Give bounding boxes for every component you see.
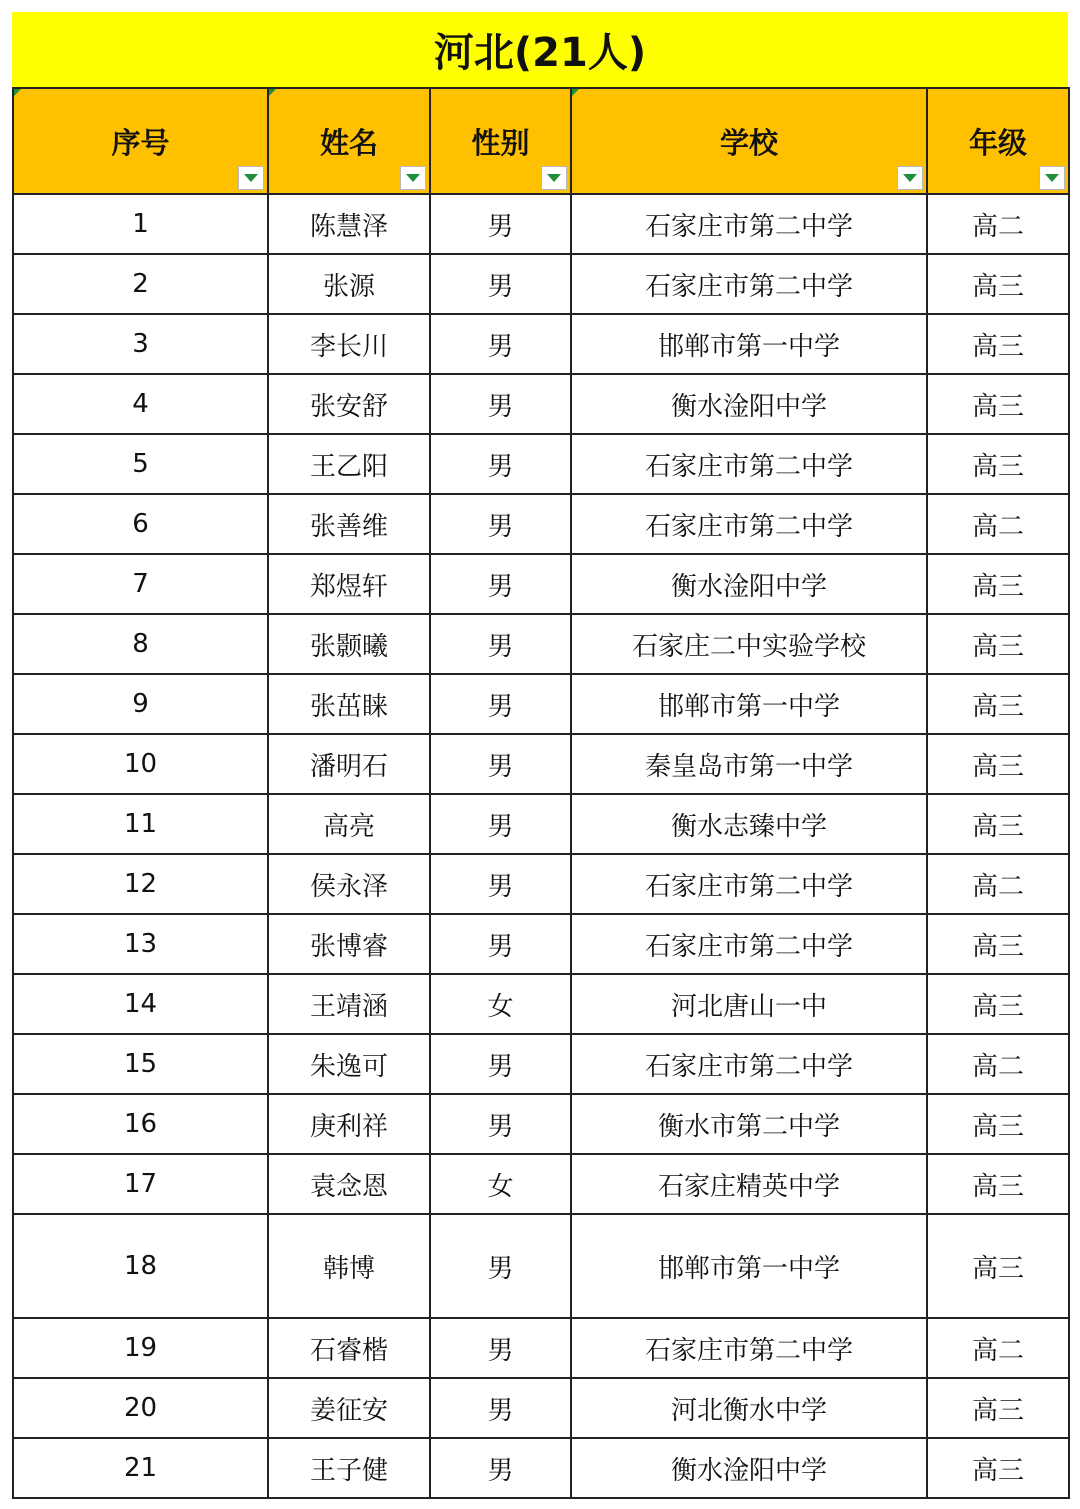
cell-gender[interactable]: 男 xyxy=(430,254,571,314)
cell-index[interactable]: 20 xyxy=(13,1378,268,1438)
cell-school[interactable]: 石家庄市第二中学 xyxy=(571,494,927,554)
cell-gender[interactable]: 男 xyxy=(430,434,571,494)
table-row xyxy=(13,1214,1069,1318)
cell-grade[interactable]: 高三 xyxy=(927,254,1069,314)
table-row xyxy=(13,434,1069,494)
cell-name[interactable]: 郑煜轩 xyxy=(268,554,430,614)
cell-gender[interactable]: 男 xyxy=(430,1318,571,1378)
cell-school[interactable]: 石家庄市第二中学 xyxy=(571,914,927,974)
cell-gender[interactable]: 男 xyxy=(430,614,571,674)
header-label: 序号 xyxy=(111,125,170,160)
cell-grade[interactable]: 高三 xyxy=(927,434,1069,494)
cell-gender[interactable]: 男 xyxy=(430,374,571,434)
table-row xyxy=(13,614,1069,674)
cell-name[interactable]: 李长川 xyxy=(268,314,430,374)
cell-grade[interactable]: 高二 xyxy=(927,1318,1069,1378)
cell-index[interactable]: 8 xyxy=(13,614,268,674)
cell-gender[interactable]: 男 xyxy=(430,194,571,254)
cell-school[interactable]: 衡水淦阳中学 xyxy=(571,1438,927,1498)
table-row xyxy=(13,374,1069,434)
cell-index[interactable]: 16 xyxy=(13,1094,268,1154)
cell-gender[interactable]: 男 xyxy=(430,734,571,794)
table-row xyxy=(13,974,1069,1034)
cell-marker-icon xyxy=(14,89,21,96)
cell-name[interactable]: 潘明石 xyxy=(268,734,430,794)
table-row xyxy=(13,674,1069,734)
cell-gender[interactable]: 男 xyxy=(430,314,571,374)
cell-index[interactable]: 17 xyxy=(13,1154,268,1214)
table-row xyxy=(13,314,1069,374)
table-row xyxy=(13,1034,1069,1094)
cell-index[interactable]: 4 xyxy=(13,374,268,434)
cell-school[interactable]: 衡水淦阳中学 xyxy=(571,554,927,614)
table-row xyxy=(13,1438,1069,1498)
cell-gender[interactable]: 男 xyxy=(430,1378,571,1438)
table-row xyxy=(13,494,1069,554)
cell-gender[interactable]: 男 xyxy=(430,1034,571,1094)
cell-school[interactable]: 邯郸市第一中学 xyxy=(571,314,927,374)
cell-index[interactable]: 9 xyxy=(13,674,268,734)
cell-school[interactable]: 河北衡水中学 xyxy=(571,1378,927,1438)
cell-name[interactable]: 王靖涵 xyxy=(268,974,430,1034)
cell-name[interactable]: 张善维 xyxy=(268,494,430,554)
cell-name[interactable]: 陈慧泽 xyxy=(268,194,430,254)
cell-grade[interactable]: 高二 xyxy=(927,494,1069,554)
table-row xyxy=(13,194,1069,254)
table-row xyxy=(13,854,1069,914)
cell-name[interactable]: 姜征安 xyxy=(268,1378,430,1438)
header-label: 年级 xyxy=(968,125,1027,160)
filter-dropdown-icon[interactable] xyxy=(400,166,426,190)
header-grade xyxy=(927,88,1069,194)
cell-school[interactable]: 衡水市第二中学 xyxy=(571,1094,927,1154)
header-index xyxy=(13,88,268,194)
cell-name[interactable]: 张博睿 xyxy=(268,914,430,974)
cell-index[interactable]: 15 xyxy=(13,1034,268,1094)
cell-index[interactable]: 19 xyxy=(13,1318,268,1378)
cell-name[interactable]: 高亮 xyxy=(268,794,430,854)
cell-index[interactable]: 18 xyxy=(13,1214,268,1318)
cell-school[interactable]: 石家庄市第二中学 xyxy=(571,434,927,494)
header-label: 学校 xyxy=(719,125,778,160)
cell-gender[interactable]: 女 xyxy=(430,974,571,1034)
cell-index[interactable]: 10 xyxy=(13,734,268,794)
cell-school[interactable]: 石家庄市第二中学 xyxy=(571,1318,927,1378)
cell-name[interactable]: 袁念恩 xyxy=(268,1154,430,1214)
table-row xyxy=(13,1318,1069,1378)
spreadsheet xyxy=(12,12,1068,1499)
cell-gender[interactable]: 男 xyxy=(430,494,571,554)
table-row xyxy=(13,734,1069,794)
cell-index[interactable]: 1 xyxy=(13,194,268,254)
cell-name[interactable]: 张茁睐 xyxy=(268,674,430,734)
cell-grade[interactable]: 高三 xyxy=(927,314,1069,374)
cell-gender[interactable]: 女 xyxy=(430,1154,571,1214)
table-row xyxy=(13,1378,1069,1438)
filter-dropdown-icon[interactable] xyxy=(238,166,264,190)
cell-index[interactable]: 14 xyxy=(13,974,268,1034)
cell-grade[interactable]: 高三 xyxy=(927,1438,1069,1498)
cell-name[interactable]: 张颢曦 xyxy=(268,614,430,674)
table-row xyxy=(13,1154,1069,1214)
cell-grade[interactable]: 高三 xyxy=(927,1094,1069,1154)
cell-name[interactable]: 王乙阳 xyxy=(268,434,430,494)
header-name xyxy=(268,88,430,194)
roster-table xyxy=(12,87,1070,1499)
cell-index[interactable]: 7 xyxy=(13,554,268,614)
cell-name[interactable]: 韩博 xyxy=(268,1214,430,1318)
cell-name[interactable]: 侯永泽 xyxy=(268,854,430,914)
cell-grade[interactable]: 高三 xyxy=(927,1214,1069,1318)
header-row xyxy=(13,88,1069,194)
cell-name[interactable]: 张源 xyxy=(268,254,430,314)
cell-gender[interactable]: 男 xyxy=(430,794,571,854)
cell-school[interactable]: 石家庄精英中学 xyxy=(571,1154,927,1214)
sheet-title: 河北(21人) xyxy=(12,12,1068,87)
header-school xyxy=(571,88,927,194)
cell-grade[interactable]: 高三 xyxy=(927,1154,1069,1214)
cell-grade[interactable]: 高二 xyxy=(927,194,1069,254)
cell-school[interactable]: 石家庄二中实验学校 xyxy=(571,614,927,674)
table-row xyxy=(13,254,1069,314)
cell-school[interactable]: 石家庄市第二中学 xyxy=(571,194,927,254)
cell-school[interactable]: 邯郸市第一中学 xyxy=(571,1214,927,1318)
cell-grade[interactable]: 高三 xyxy=(927,674,1069,734)
cell-school[interactable]: 秦皇岛市第一中学 xyxy=(571,734,927,794)
cell-school[interactable]: 石家庄市第二中学 xyxy=(571,254,927,314)
cell-gender[interactable]: 男 xyxy=(430,1214,571,1318)
filter-dropdown-icon[interactable] xyxy=(1039,166,1065,190)
cell-gender[interactable]: 男 xyxy=(430,914,571,974)
cell-gender[interactable]: 男 xyxy=(430,554,571,614)
cell-marker-icon xyxy=(269,89,276,96)
cell-school[interactable]: 石家庄市第二中学 xyxy=(571,1034,927,1094)
cell-grade[interactable]: 高三 xyxy=(927,614,1069,674)
cell-name[interactable]: 石睿楷 xyxy=(268,1318,430,1378)
cell-grade[interactable]: 高二 xyxy=(927,854,1069,914)
table-row xyxy=(13,1094,1069,1154)
cell-grade[interactable]: 高三 xyxy=(927,974,1069,1034)
cell-grade[interactable]: 高三 xyxy=(927,734,1069,794)
cell-grade[interactable]: 高三 xyxy=(927,794,1069,854)
cell-index[interactable]: 2 xyxy=(13,254,268,314)
cell-gender[interactable]: 男 xyxy=(430,854,571,914)
cell-grade[interactable]: 高三 xyxy=(927,554,1069,614)
cell-grade[interactable]: 高三 xyxy=(927,1378,1069,1438)
cell-gender[interactable]: 男 xyxy=(430,674,571,734)
cell-index[interactable]: 11 xyxy=(13,794,268,854)
cell-grade[interactable]: 高三 xyxy=(927,914,1069,974)
cell-gender[interactable]: 男 xyxy=(430,1094,571,1154)
cell-gender[interactable]: 男 xyxy=(430,1438,571,1498)
cell-marker-icon xyxy=(572,89,579,96)
table-row xyxy=(13,914,1069,974)
table-row xyxy=(13,794,1069,854)
cell-index[interactable]: 21 xyxy=(13,1438,268,1498)
filter-dropdown-icon[interactable] xyxy=(897,166,923,190)
filter-dropdown-icon[interactable] xyxy=(541,166,567,190)
cell-index[interactable]: 6 xyxy=(13,494,268,554)
cell-school[interactable]: 石家庄市第二中学 xyxy=(571,854,927,914)
header-gender xyxy=(430,88,571,194)
cell-index[interactable]: 3 xyxy=(13,314,268,374)
cell-school[interactable]: 衡水志臻中学 xyxy=(571,794,927,854)
header-label: 性别 xyxy=(471,125,530,160)
cell-school[interactable]: 衡水淦阳中学 xyxy=(571,374,927,434)
cell-school[interactable]: 河北唐山一中 xyxy=(571,974,927,1034)
cell-grade[interactable]: 高二 xyxy=(927,1034,1069,1094)
cell-index[interactable]: 13 xyxy=(13,914,268,974)
cell-school[interactable]: 邯郸市第一中学 xyxy=(571,674,927,734)
cell-index[interactable]: 5 xyxy=(13,434,268,494)
cell-name[interactable]: 朱逸可 xyxy=(268,1034,430,1094)
cell-name[interactable]: 庚利祥 xyxy=(268,1094,430,1154)
table-row xyxy=(13,554,1069,614)
cell-name[interactable]: 张安舒 xyxy=(268,374,430,434)
cell-name[interactable]: 王子健 xyxy=(268,1438,430,1498)
cell-grade[interactable]: 高三 xyxy=(927,374,1069,434)
cell-index[interactable]: 12 xyxy=(13,854,268,914)
table-body xyxy=(13,194,1069,1498)
header-label: 姓名 xyxy=(319,125,378,160)
